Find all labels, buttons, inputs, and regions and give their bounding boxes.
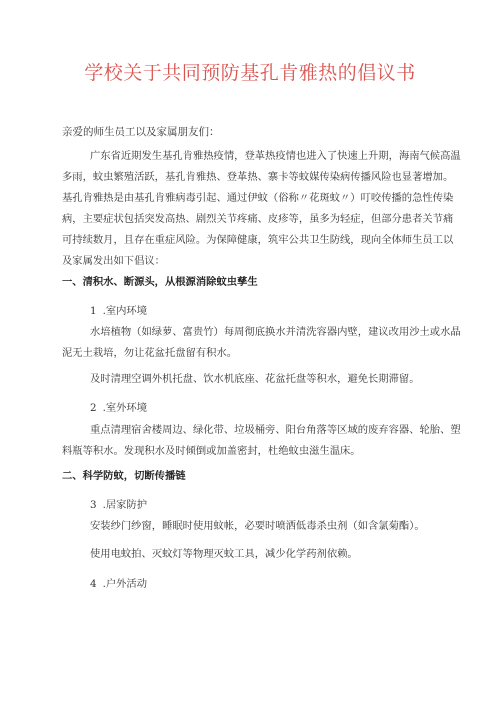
- paragraph-line: 及时清理空调外机托盘、饮水机底座、花盆托盘等积水，避免长期滞留。: [90, 373, 420, 385]
- intro-line: 病，主要症状包括突发高热、剧烈关节疼痛、皮疹等，虽多为轻症，但部分患者关节痛: [62, 213, 454, 225]
- paragraph-line: 料瓶等积水。发现积水及时倾倒或加盖密封，杜绝蚊虫滋生温床。: [62, 445, 361, 457]
- intro-paragraph: [62, 146, 461, 272]
- subsection-number: 2: [90, 402, 97, 414]
- outdoor-paragraph: [62, 420, 461, 462]
- intro-line: 基孔肯雅热是由基孔肯雅病毒引起、通过伊蚊（俗称〃花斑蚊〃）叮咬传播的急性传染: [62, 192, 454, 204]
- paragraph-line: 水培植物（如绿萝、富贵竹）每周彻底换水并清洗容器内壁，建议改用沙土或水晶: [90, 326, 461, 338]
- subsection-home: [90, 496, 147, 511]
- home-paragraph-2: [62, 544, 434, 565]
- intro-line: 及家属发出如下倡议：: [62, 255, 165, 267]
- indoor-paragraph-2: [62, 369, 434, 390]
- intro-line: 可持续数月，且存在重症风险。为保障健康，筑牢公共卫生防线，现向全体师生员工以: [62, 234, 454, 246]
- subsection-label: .室内环境: [102, 305, 148, 317]
- subsection-outdoor: [90, 399, 147, 414]
- paragraph-line: 泥无土栽培，勿让花盆托盘留有积水。: [62, 347, 238, 359]
- section-heading-1: 一、清积水、断源头，从根源消除蚊虫孳生: [62, 276, 258, 288]
- paragraph-line: 重点清理宿舍楼周边、绿化带、垃圾桶旁、阳台角落等区域的废弃容器、轮胎、塑: [90, 424, 461, 436]
- subsection-indoor: [90, 302, 147, 317]
- paragraph-line: 使用电蚊拍、灭蚊灯等物理灭蚊工具，减少化学药剂依赖。: [90, 548, 358, 560]
- subsection-number: 4: [90, 578, 97, 590]
- document-title: 学校关于共同预防基孔肯雅热的倡议书: [84, 62, 416, 84]
- subsection-number: 1: [90, 305, 97, 317]
- paragraph-line: 安装纱门纱窗，睡眠时使用蚊帐，必要时喷洒低毒杀虫剂（如含氯菊酯）。: [90, 520, 425, 532]
- indoor-paragraph: [62, 322, 461, 364]
- greeting: 亲爱的师生员工以及家属朋友们：: [62, 126, 220, 138]
- intro-line: 多雨，蚊虫繁殖活跃，基孔肯雅热、登革热、寨卡等蚊媒传染病传播风险也显著增加。: [62, 171, 454, 183]
- subsection-number: 3: [90, 499, 97, 511]
- subsection-label: .户外活动: [102, 578, 148, 590]
- subsection-outdoor-activity: [90, 575, 147, 590]
- home-paragraph-1: [62, 516, 434, 537]
- subsection-label: .室外环境: [102, 402, 148, 414]
- intro-line: 广东省近期发生基孔肯雅热疫情，登革热疫情也进入了快速上升期，海南气候高温: [90, 150, 461, 162]
- subsection-label: .居家防护: [102, 499, 148, 511]
- section-heading-2: 二、科学防蚊，切断传播链: [62, 470, 186, 482]
